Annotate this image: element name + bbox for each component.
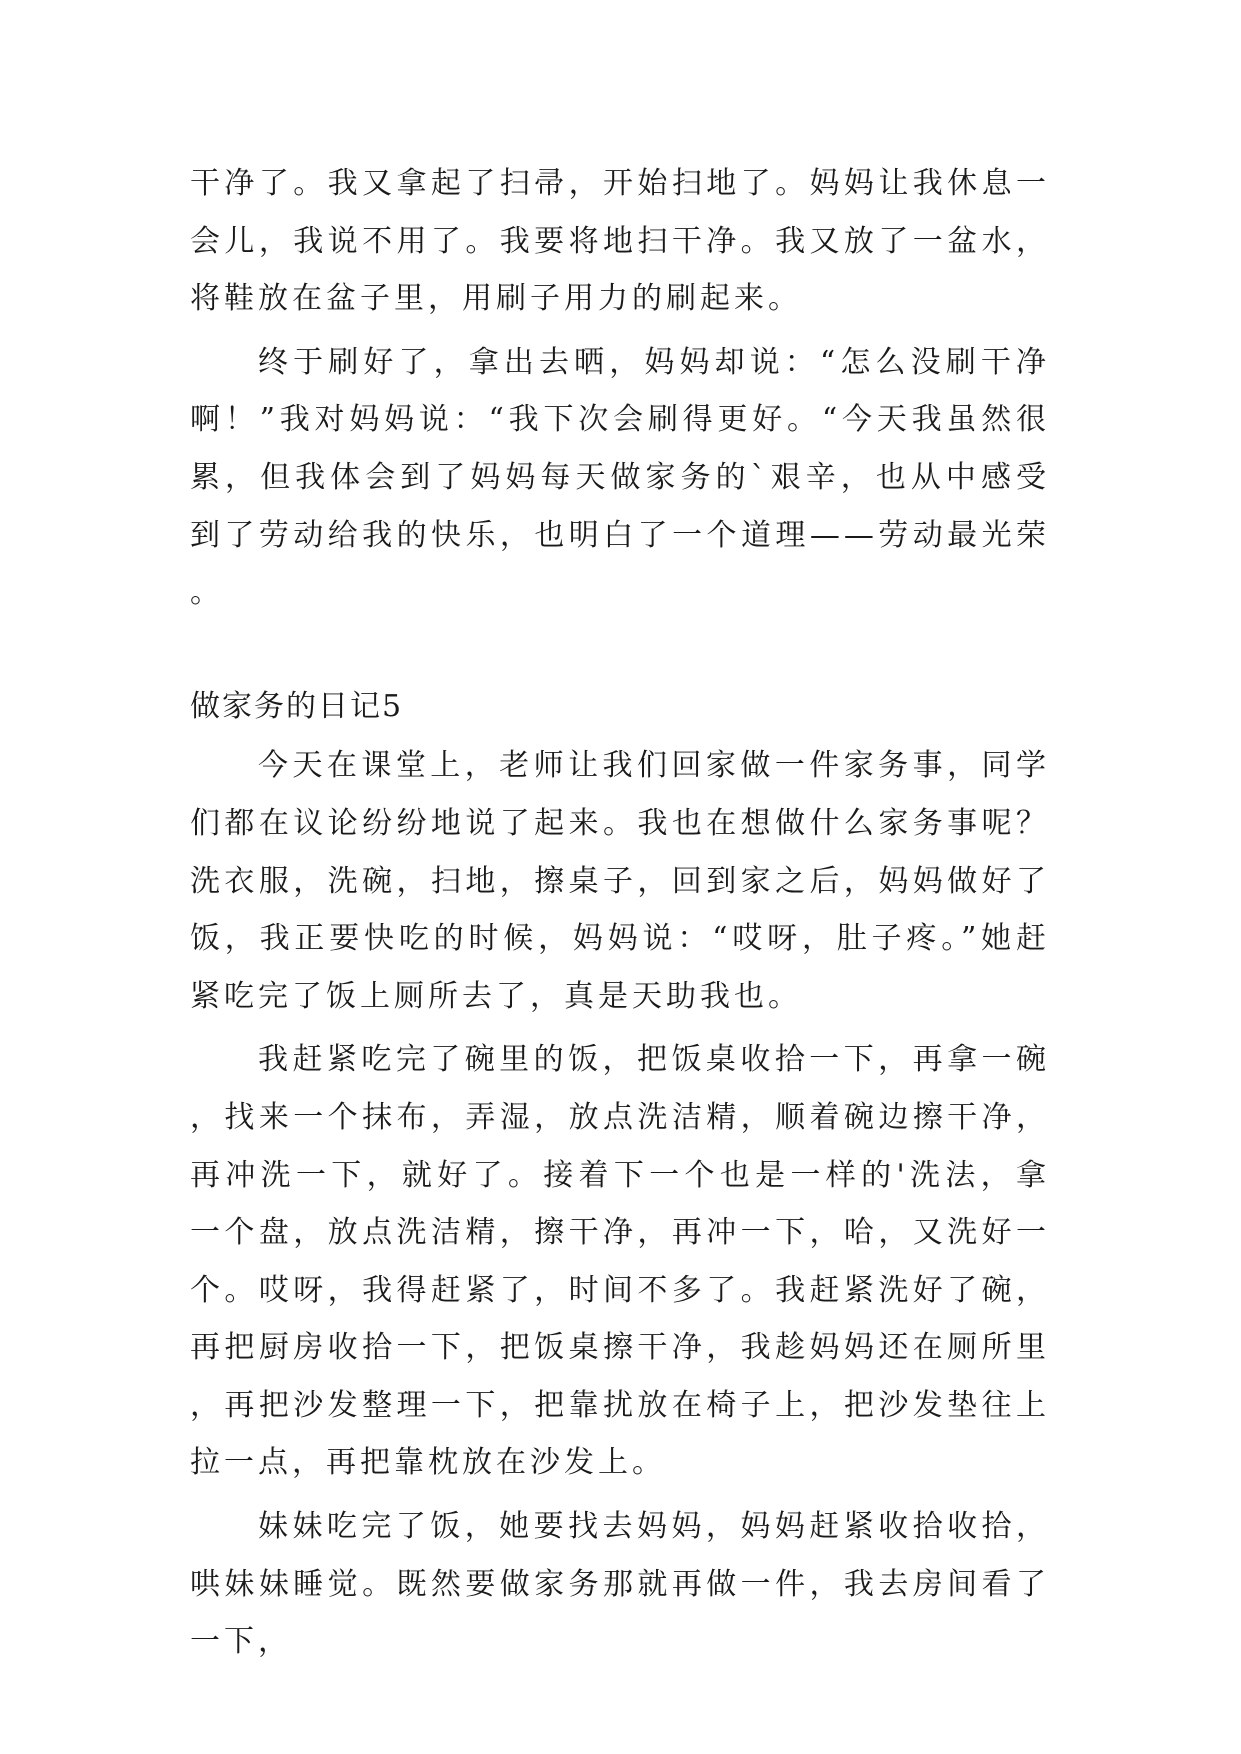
- document-body: [190, 155, 1050, 1671]
- paragraph: 我赶紧吃完了碗里的饭，把饭桌收拾一下，再拿一碗，找来一个抹布，弄湿，放点洗洁精，顺着碗边擦干净，再冲洗一下，就好了。接着下一个也是一样的'洗法，拿一个盘，放点洗洁精，擦干净，再冲一下，哈，又洗好一个。哎呀，我得赶紧了，时间不多了。我赶紧洗好了碗，再把厨房收拾一下，把饭桌擦干净，我趁妈妈还在厕所里，再把沙发整理一下，把靠扰放在椅子上，把沙发垫往上拉一点，再把靠枕放在沙发上。: [190, 1042, 1050, 1481]
- paragraph: 妹妹吃完了饭，她要找去妈妈，妈妈赶紧收拾收拾，哄妹妹睡觉。既然要做家务那就再做一件，我去房间看了一下，: [190, 1509, 1050, 1660]
- paragraph: 终于刷好了，拿出去晒，妈妈却说：“怎么没刷干净啊！”我对妈妈说：“我下次会刷得更好。“今天我虽然很累，但我体会到了妈妈每天做家务的`艰辛，也从中感受到了劳动给我的快乐，也明白了一个道理——劳动最光荣。: [190, 344, 1050, 611]
- section-heading: 做家务的日记5: [190, 688, 404, 724]
- paragraph: 今天在课堂上，老师让我们回家做一件家务事，同学们都在议论纷纷地说了起来。我也在想做什么家务事呢？洗衣服，洗碗，扫地，擦桌子，回到家之后，妈妈做好了饭，我正要快吃的时候，妈妈说：“哎呀，肚子疼。”她赶紧吃完了饭上厕所去了，真是天助我也。: [190, 748, 1050, 1014]
- paragraph-continued: 干净了。我又拿起了扫帚，开始扫地了。妈妈让我休息一会儿，我说不用了。我要将地扫干净。我又放了一盆水，将鞋放在盆子里，用刷子用力的刷起来。: [190, 166, 1050, 317]
